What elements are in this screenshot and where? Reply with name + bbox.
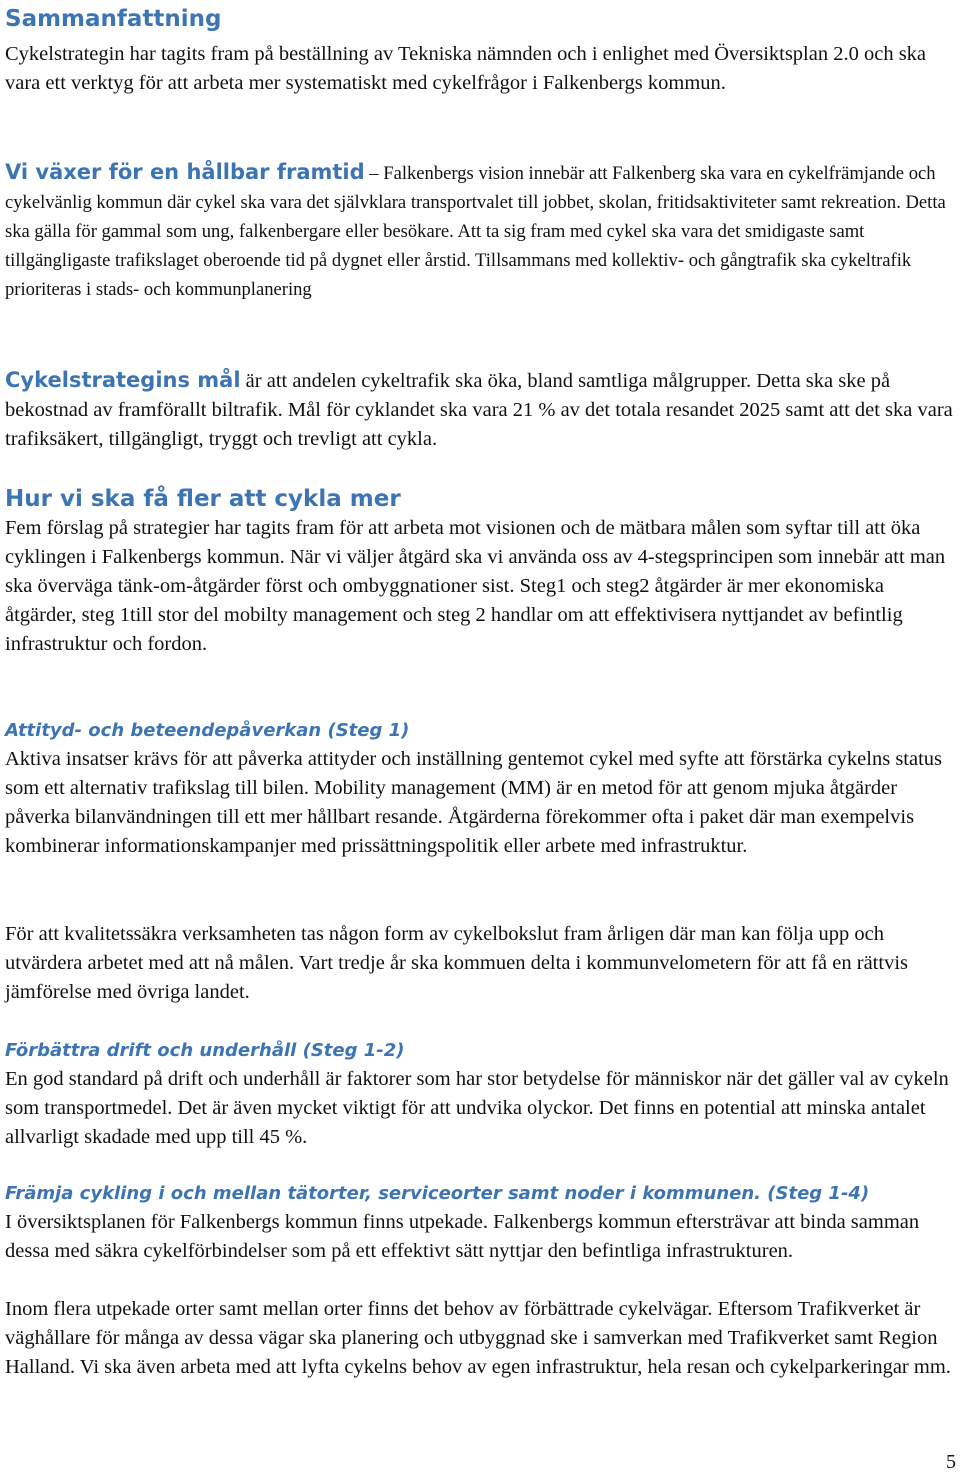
- vision-text: Falkenbergs vision innebär att Falkenberg ska vara en cykelfrämjande och cykelvänlig kommun där cykel ska vara det självklara transportvalet till jobbet, skolan, fritidsaktiviteter samt rekreation. Detta ska gälla för gammal som ung, falkenbergare eller besökare. Att ta sig fram med cykel ska vara det smidigaste samt tillgängligaste trafikslaget oberoende tid på dygnet eller årstid. Tillsammans med kollektiv- och gångtrafik ska cykeltrafik prioriteras i stads- och kommunplanering: [5, 163, 946, 300]
- vision-lead: Vi växer för en hållbar framtid: [5, 160, 365, 184]
- how-heading: Hur vi ska få fler att cykla mer: [5, 486, 401, 512]
- promote-paragraph-2: Inom flera utpekade orter samt mellan orter finns det behov av förbättrade cykelvägar. Eftersom Trafikverket är väghållare för många av dessa vägar ska planering och utbyggnad ske i samverkan med Trafikverket samt Region Halland. Vi ska även arbeta med att lyfta cykelns behov av egen infrastruktur, hela resan och cykelparkeringar mm.: [5, 1298, 951, 1378]
- promote-paragraph-1: I översiktsplanen för Falkenbergs kommun finns utpekade. Falkenbergs kommun eftersträvar att binda samman dessa med säkra cykelförbindelser som på ett effektivt sätt nyttjar den befintliga infrastrukturen.: [5, 1211, 920, 1262]
- summary-heading: Sammanfattning: [5, 6, 222, 32]
- maintenance-heading: Förbättra drift och underhåll (Steg 1-2): [5, 1040, 405, 1061]
- goals-text: är att andelen cykeltrafik ska öka, bland samtliga målgrupper. Detta ska ske på bekostnad av framförallt biltrafik. Mål för cyklandet ska vara 21 % av det totala resandet 2025 samt att det ska vara trafiksäkert, tillgängligt, tryggt och trevligt att cykla.: [5, 370, 953, 450]
- goals-paragraph: [5, 366, 955, 454]
- attitude-paragraph-2: För att kvalitetssäkra verksamheten tas någon form av cykelbokslut fram årligen där man kan följa upp och utvärdera arbetet med att nå målen. Vart tredje år ska kommuen delta i kommunvelometern för att få en rättvis jämförelse med övriga landet.: [5, 923, 908, 1003]
- summary-intro: Cykelstrategin har tagits fram på beställning av Tekniska nämnden och i enlighet med Översiktsplan 2.0 och ska vara ett verktyg för att arbeta mer systematiskt med cykelfrågor i Falkenbergs kommun.: [5, 43, 927, 94]
- maintenance-text: En god standard på drift och underhåll är faktorer som har stor betydelse för människor när det gäller val av cykeln som transportmedel. Det är även mycket viktigt för att undvika olyckor. Det finns en potential att minska antalet allvarligt skadade med upp till 45 %.: [5, 1068, 949, 1148]
- how-text: Fem förslag på strategier har tagits fram för att arbeta mot visionen och de mätbara målen som syftar till att öka cyklingen i Falkenbergs kommun. När vi väljer åtgärd ska vi använda oss av 4-stegsprincipen som innebär att man ska överväga tänk-om-åtgärder först och ombyggnationer sist. Steg1 och steg2 åtgärder är mer ekonomiska åtgärder, steg 1till stor del mobilty management och steg 2 handlar om att effektivisera nyttjandet av befintlig infrastruktur och fordon.: [5, 517, 946, 655]
- vision-dash: –: [364, 163, 384, 184]
- attitude-paragraph-1: Aktiva insatser krävs för att påverka attityder och inställning gentemot cykel med syfte att förstärka cykelns status som ett alternativ trafikslag till bilen. Mobility management (MM) är en metod för att genom mjuka åtgärder påverka bilanvändningen till ett mer hållbart resande. Åtgärderna förekommer ofta i paket där man exempelvis kombinerar informationskampanjer med prissättningspolitik eller arbete med infrastruktur.: [5, 748, 943, 857]
- goals-lead: Cykelstrategins mål: [5, 368, 241, 392]
- vision-paragraph: [5, 158, 955, 304]
- promote-heading: Främja cykling i och mellan tätorter, serviceorter samt noder i kommunen. (Steg 1-4): [5, 1183, 870, 1204]
- attitude-heading: Attityd- och beteendepåverkan (Steg 1): [5, 720, 410, 741]
- page-number: 5: [946, 1451, 956, 1473]
